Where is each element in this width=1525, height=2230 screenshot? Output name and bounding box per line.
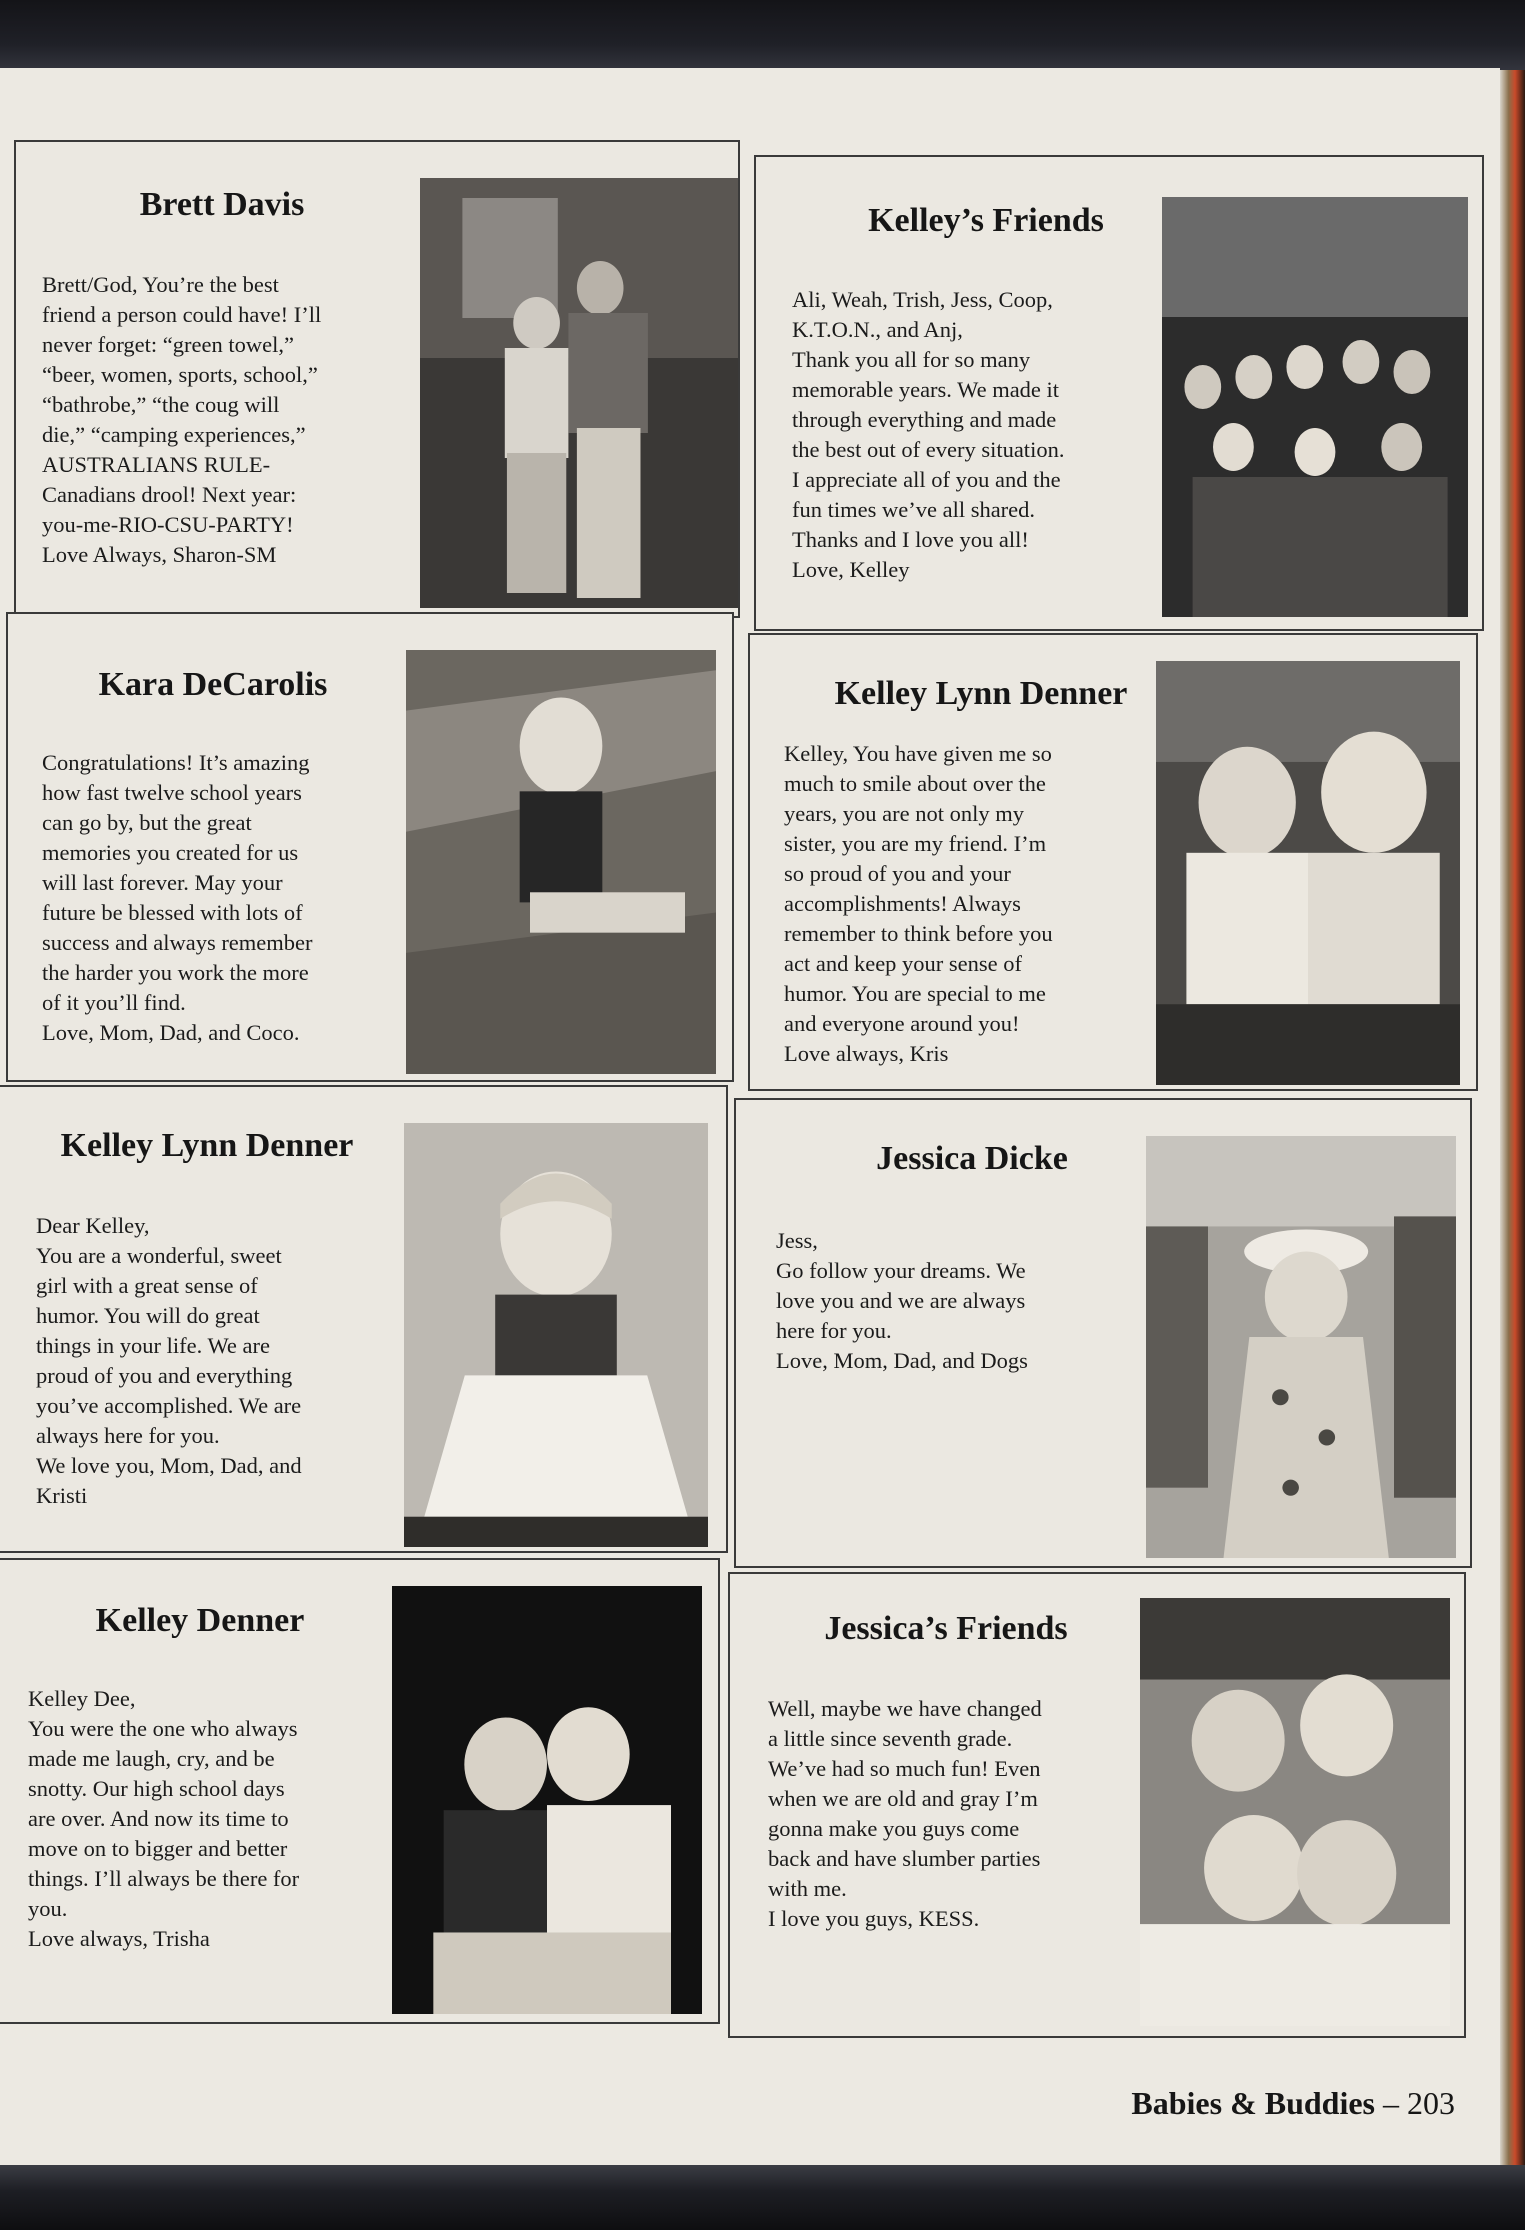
ad-box-kelley-lynn-denner-parents	[0, 1085, 728, 1553]
ad-message: Jess, Go follow your dreams. We love you and we are always here for you. Love, Mom, Dad, and Dogs	[776, 1228, 1028, 1373]
footer-separator: –	[1375, 2085, 1407, 2121]
ad-title: Kelley Lynn Denner	[834, 675, 1128, 712]
ad-message: Well, maybe we have changed a little since seventh grade. We’ve had so much fun! Even when we are old and gray I’m gonna make you guys come back and have slumber parties with me. I love you guys, KESS.	[768, 1696, 1042, 1931]
ad-box-kelley-denner-trisha	[0, 1558, 720, 2024]
ad-box-jessica-dicke	[734, 1098, 1472, 1568]
ad-photo	[1156, 661, 1460, 1085]
ad-photo	[406, 650, 716, 1074]
ad-photo	[392, 1586, 702, 2014]
scan-border-bottom	[0, 2165, 1525, 2230]
ad-message: Congratulations! It’s amazing how fast twelve school years can go by, but the great memories you created for us will last forever. May your future be blessed with lots of success and always remember the harder you work the more of it you’ll find. Love, Mom, Dad, and Coco.	[42, 750, 313, 1045]
section-name: Babies & Buddies	[1131, 2085, 1375, 2121]
ad-title: Jessica’s Friends	[824, 1610, 1068, 1647]
ad-title: Kara DeCarolis	[98, 666, 328, 703]
page-edge	[1500, 70, 1525, 2180]
ad-message: Dear Kelley, You are a wonderful, sweet girl with a great sense of humor. You will do great things in your life. We are proud of you and everything you’ve accomplished. We are always here for you. We love you, Mom, Dad, and Kristi	[36, 1213, 302, 1508]
ad-photo	[1162, 197, 1468, 617]
ad-box-brett-davis	[14, 140, 740, 618]
ad-message: Kelley, You have given me so much to smile about over the years, you are not only my sister, you are my friend. I’m so proud of you and your accomplishments! Always remember to think before you act and keep your sense of humor. You are special to me and everyone around you! Love always, Kris	[784, 741, 1053, 1066]
ad-message: Kelley Dee, You were the one who always made me laugh, cry, and be snotty. Our high school days are over. And now its time to move on to bigger and better things. I’ll always be there for you. Love always, Trisha	[28, 1686, 300, 1951]
ad-photo	[1146, 1136, 1456, 1558]
ad-box-kara-decarolis	[6, 612, 734, 1082]
ad-title: Kelley Denner	[95, 1602, 305, 1639]
ad-message: Brett/God, You’re the best friend a person could have! I’ll never forget: “green towel,” “beer, women, sports, school,” “bathrobe,” “the coug will die,” “camping experiences,” AUSTRALIANS RULE- Canadians drool! Next year: you-me-RIO-CSU-PARTY! Love Always, Sharon-SM	[42, 272, 322, 567]
page-footer	[1131, 2085, 1455, 2122]
ad-photo	[420, 178, 738, 608]
ad-message: Ali, Weah, Trish, Jess, Coop, K.T.O.N., and Anj, Thank you all for so many memorable years. We made it through everything and made the best out of every situation. I appreciate all of you and the fun times we’ve all shared. Thanks and I love you all! Love, Kelley	[792, 287, 1065, 582]
ad-photo	[404, 1123, 708, 1547]
page-number: 203	[1407, 2085, 1455, 2121]
ad-box-kelleys-friends	[754, 155, 1484, 631]
ad-box-kelley-lynn-denner-kris	[748, 633, 1478, 1091]
ad-photo	[1140, 1598, 1450, 2026]
ad-box-jessicas-friends	[728, 1572, 1466, 2038]
ad-title: Jessica Dicke	[876, 1140, 1068, 1177]
ad-title: Kelley Lynn Denner	[60, 1127, 354, 1164]
ad-title: Brett Davis	[139, 186, 305, 223]
ad-title: Kelley’s Friends	[868, 202, 1104, 239]
